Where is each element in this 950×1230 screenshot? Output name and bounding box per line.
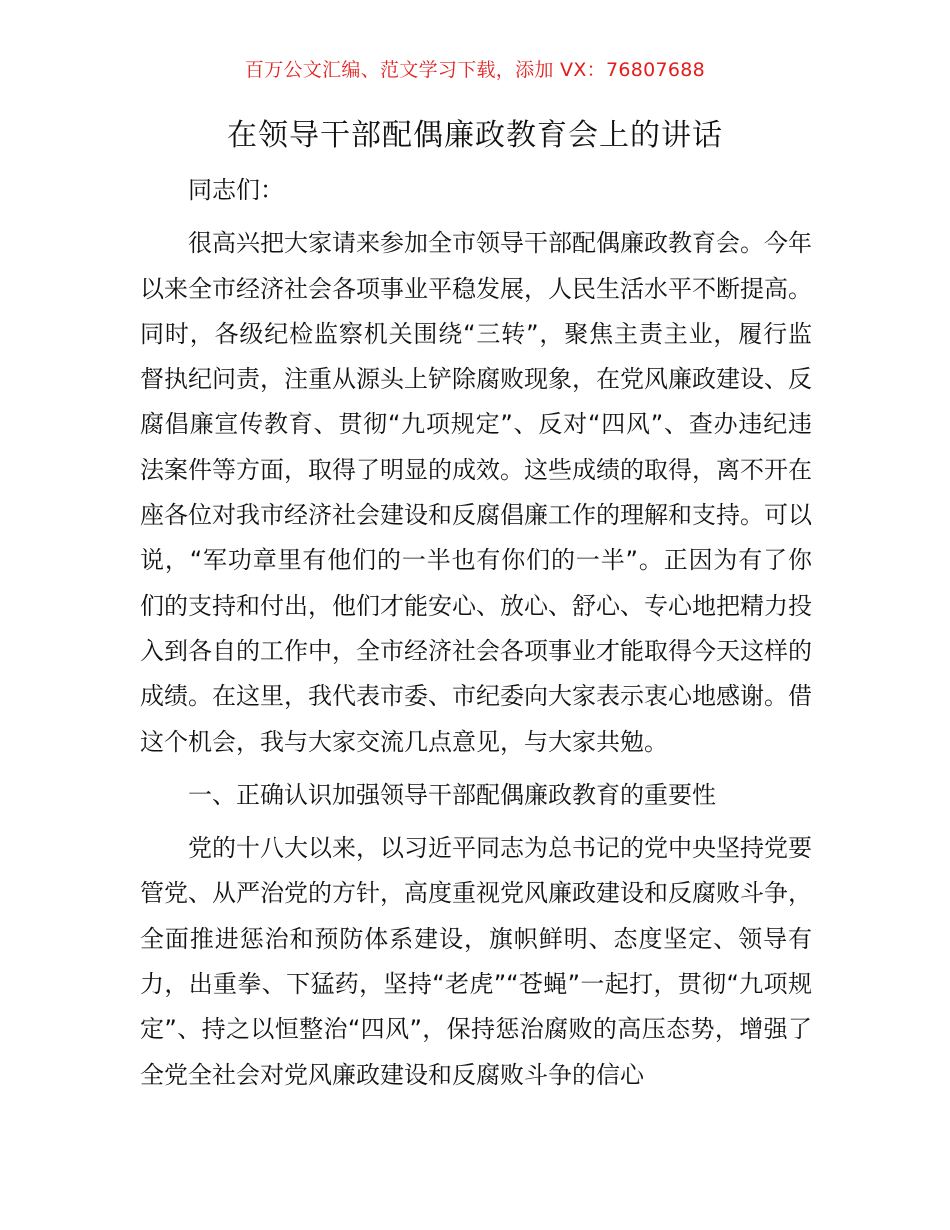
salutation: 同志们： xyxy=(188,176,284,204)
paragraph-intro: 很高兴把大家请来参加全市领导干部配偶廉政教育会。今年以来全市经济社会各项事业平稳发展，人民生活水平不断提高。同时，各级纪检监察机关围绕“三转”，聚焦主责主业，履行监督执纪问责，注重从源头上铲除腐败现象，在党风廉政建设、反腐倡廉宣传教育、贯彻“九项规定”、反对“四风”、查办违纪违法案件等方面，取得了明显的成效。这些成绩的取得，离不开在座各位对我市经济社会建设和反腐倡廉工作的理解和支持。可以说，“军功章里有他们的一半也有你们的一半”。正因为有了你们的支持和付出，他们才能安心、放心、舒心、专心地把精力投入到各自的工作中，全市经济社会各项事业才能取得今天这样的成绩。在这里，我代表市委、市纪委向大家表示衷心地感谢。借这个机会，我与大家交流几点意见，与大家共勉。 xyxy=(140,229,812,756)
document-body xyxy=(140,168,812,1098)
watermark-banner: 百万公文汇编、范文学习下载，添加 VX：76807688 xyxy=(244,59,706,81)
section-heading-1: 一、正确认识加强领导干部配偶廉政教育的重要性 xyxy=(188,780,716,809)
paragraph-section-1: 党的十八大以来，以习近平同志为总书记的党中央坚持党要管党、从严治党的方针，高度重视党风廉政建设和反腐败斗争，全面推进惩治和预防体系建设，旗帜鲜明、态度坚定、领导有力，出重拳、下猛药，坚持“老虎”“苍蝇”一起打，贯彻“九项规定”、持之以恒整治“四风”，保持惩治腐败的高压态势，增强了全党全社会对党风廉政建设和反腐败斗争的信心 xyxy=(140,834,812,1089)
page-title: 在领导干部配偶廉政教育会上的讲话 xyxy=(227,118,723,153)
